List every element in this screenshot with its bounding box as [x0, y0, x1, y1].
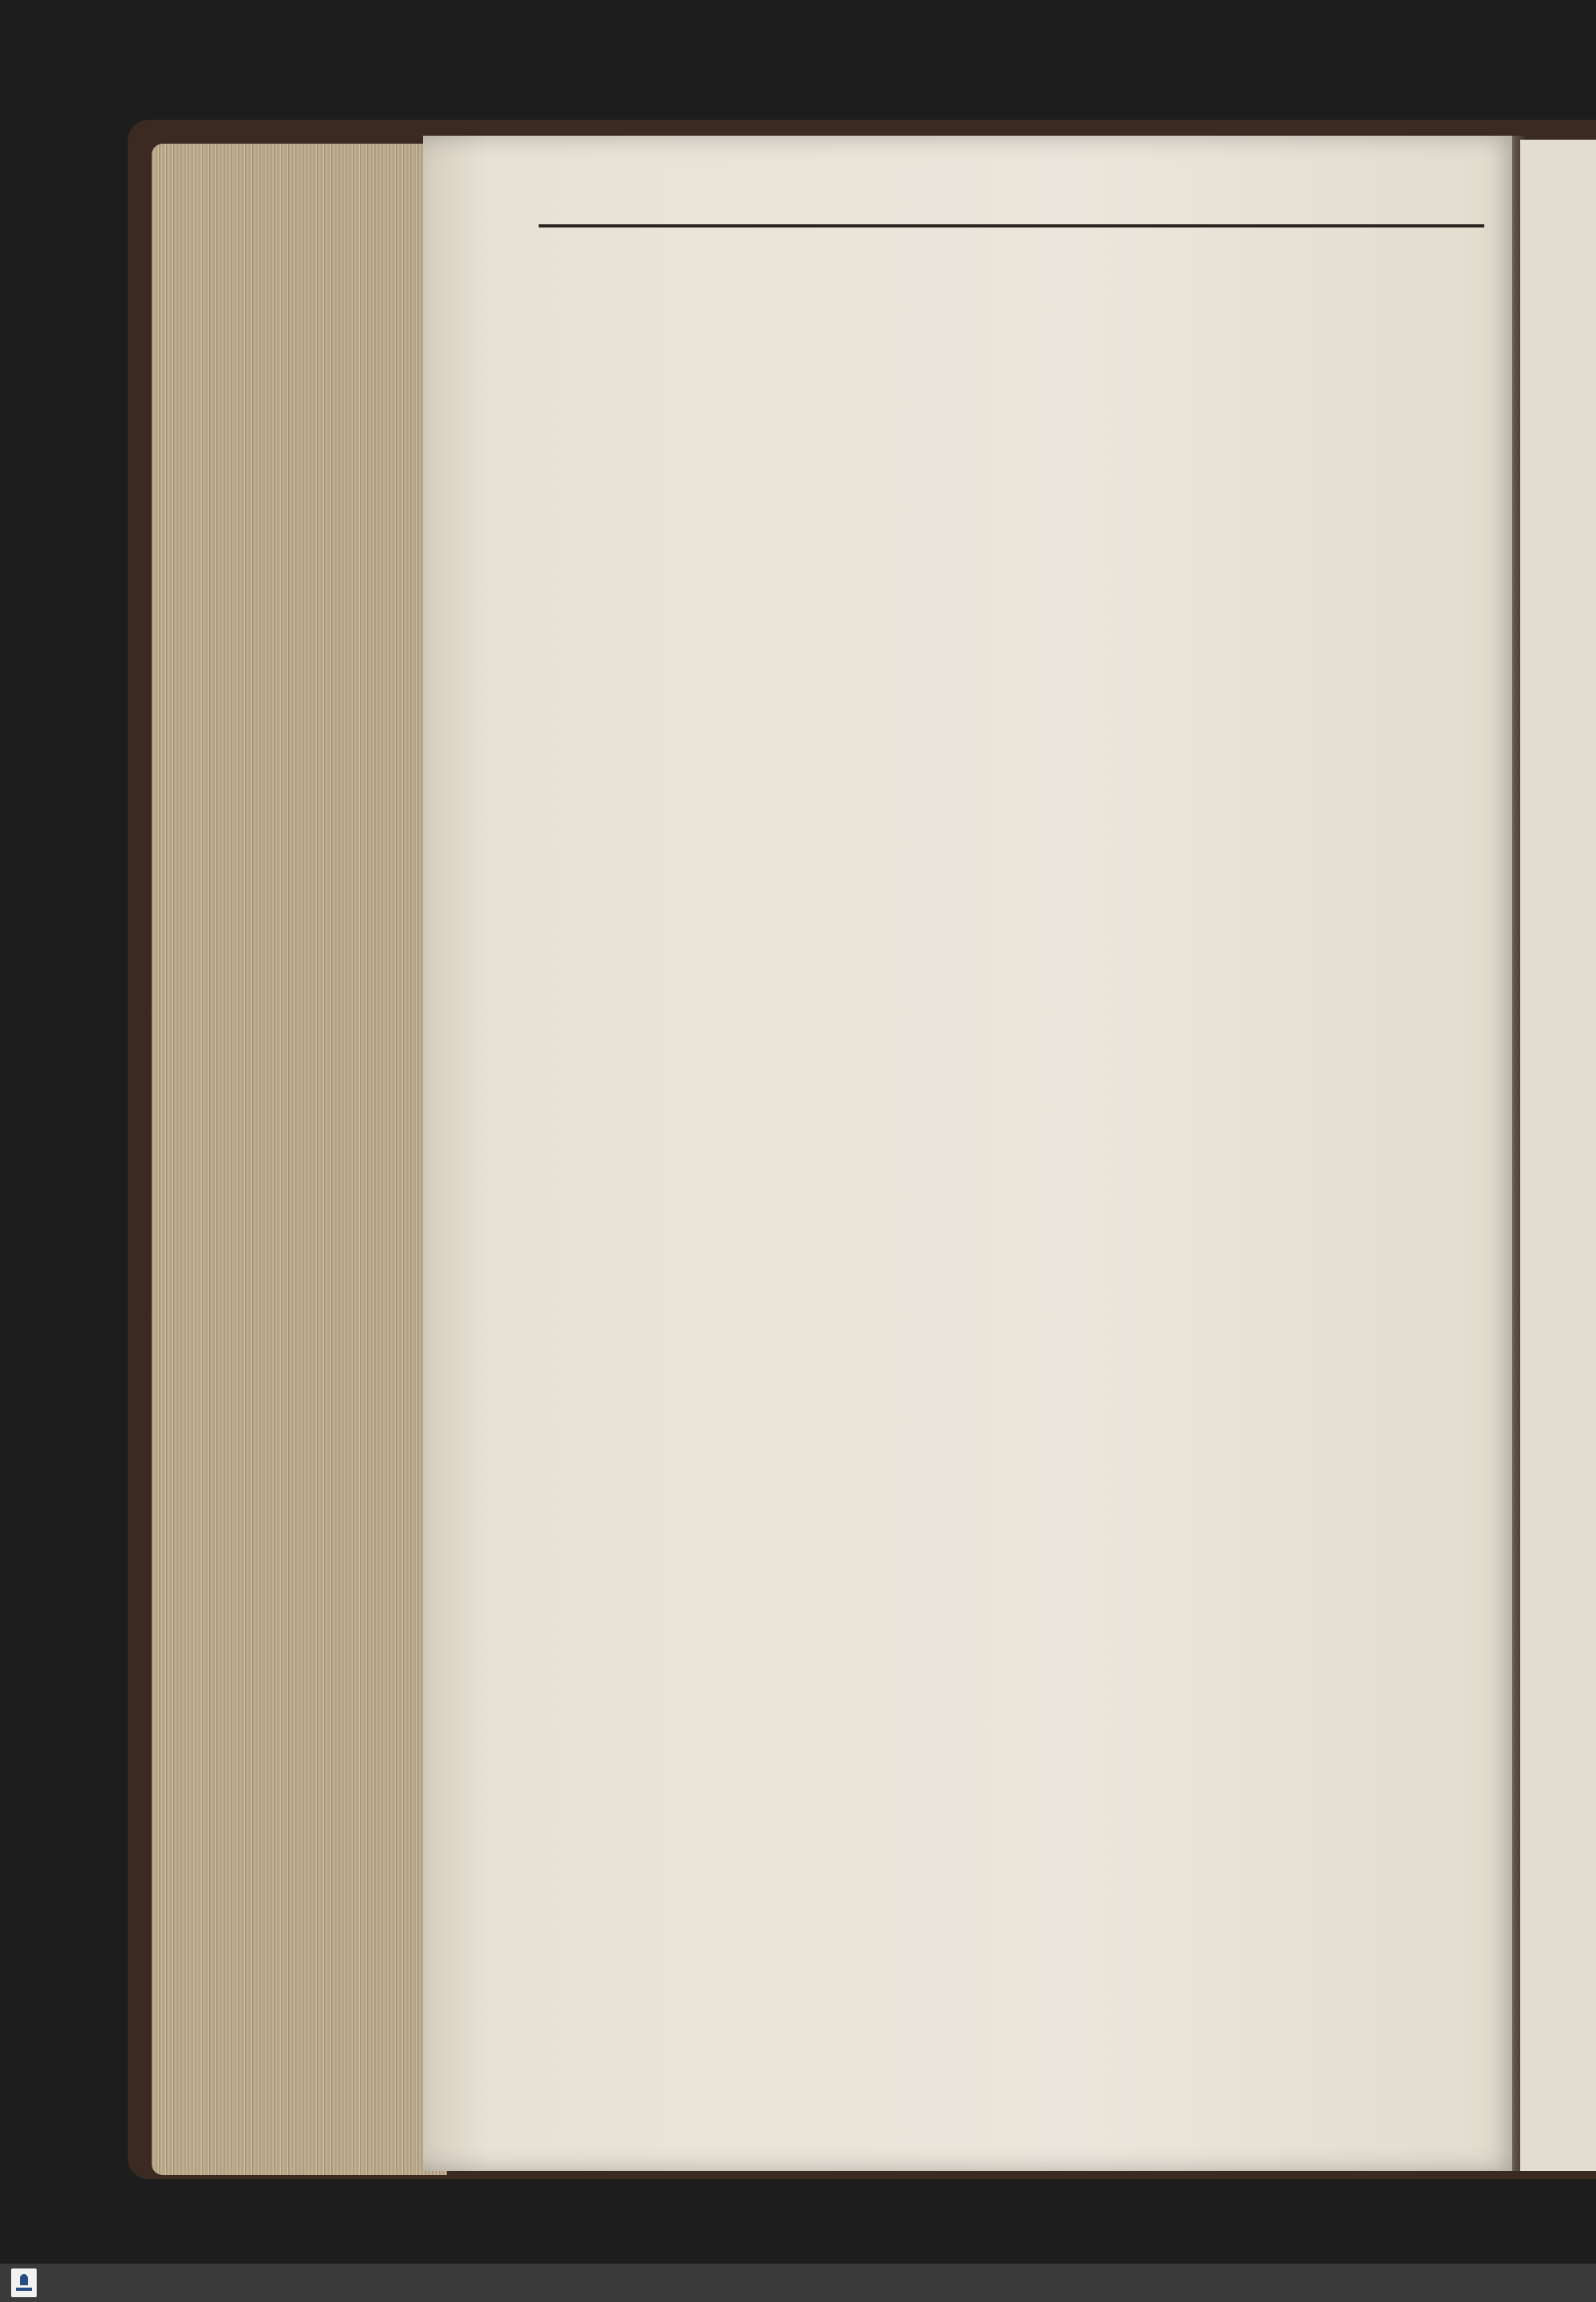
page-text-area [539, 220, 1484, 310]
next-page-fragment [1520, 140, 1596, 2171]
page-edges [152, 144, 447, 2175]
running-head [539, 220, 1484, 227]
psalm-epigraph [539, 245, 1484, 288]
footer-bar [0, 2264, 1596, 2302]
book-page [423, 136, 1520, 2171]
library-logo-icon [11, 2268, 37, 2297]
